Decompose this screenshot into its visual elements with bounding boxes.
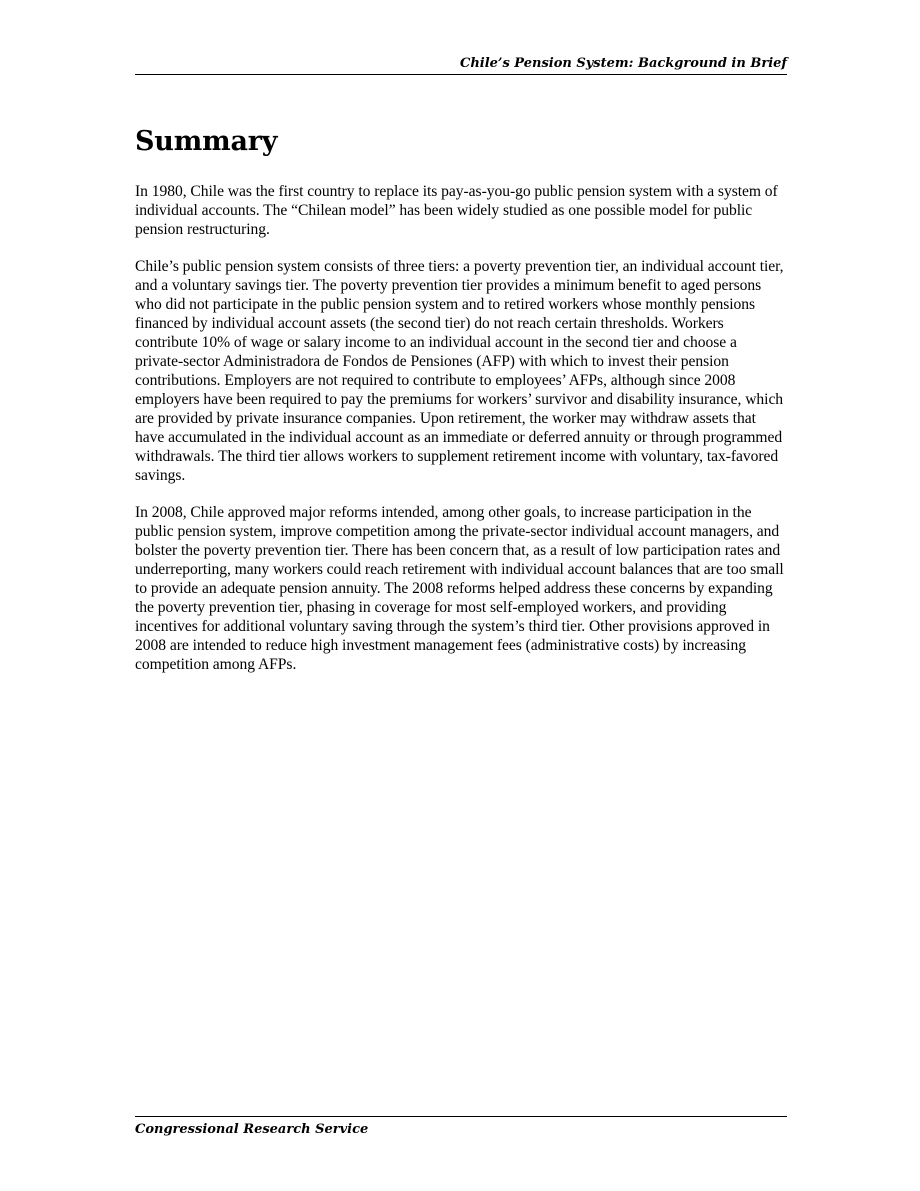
running-footer: [135, 1116, 787, 1139]
paragraph-three-tiers: Chile’s public pension system consists of three tiers: a poverty prevention tier, an individual account tier, and a voluntary savings tier. The poverty prevention tier provides a minimum benefit to aged persons who did not participate in the public pension system and to retired workers whose monthly pensions financed by individual account assets (the second tier) do not reach certain thresholds. Workers contribute 10% of wage or salary income to an individual account in the second tier and choose a private-sector Administradora de Fondos de Pensiones (AFP) with which to invest their pension contributions. Employers are not required to contribute to employees’ AFPs, although since 2008 employers have been required to pay the premiums for workers’ survivor and disability insurance, which are provided by private insurance companies. Upon retirement, the worker may withdraw assets that have accumulated in the individual account as an immediate or deferred annuity or through programmed withdrawals. The third tier allows workers to supplement retirement income with voluntary, tax-favored savings.: [135, 258, 784, 484]
footer-organization: Congressional Research Service: [135, 1122, 369, 1137]
running-header-title: Chile’s Pension System: Background in Brief: [459, 56, 787, 71]
document-body: [135, 124, 787, 692]
page-title: Summary: [135, 126, 278, 157]
running-header: [135, 54, 787, 75]
paragraph-2008-reforms: In 2008, Chile approved major reforms intended, among other goals, to increase participation in the public pension system, improve competition among the private-sector individual account managers, and bolster the poverty prevention tier. There has been concern that, as a result of low participation rates and underreporting, many workers could reach retirement with individual account balances that are too small to provide an adequate pension annuity. The 2008 reforms helped address these concerns by expanding the poverty prevention tier, phasing in coverage for most self-employed workers, and providing incentives for additional voluntary saving through the system’s third tier. Other provisions approved in 2008 are intended to reduce high investment management fees (administrative costs) by increasing competition among AFPs.: [135, 504, 784, 673]
paragraph-intro: In 1980, Chile was the first country to replace its pay-as-you-go public pension system with a system of individual accounts. The “Chilean model” has been widely studied as one possible model for public pension restructuring.: [135, 183, 778, 238]
